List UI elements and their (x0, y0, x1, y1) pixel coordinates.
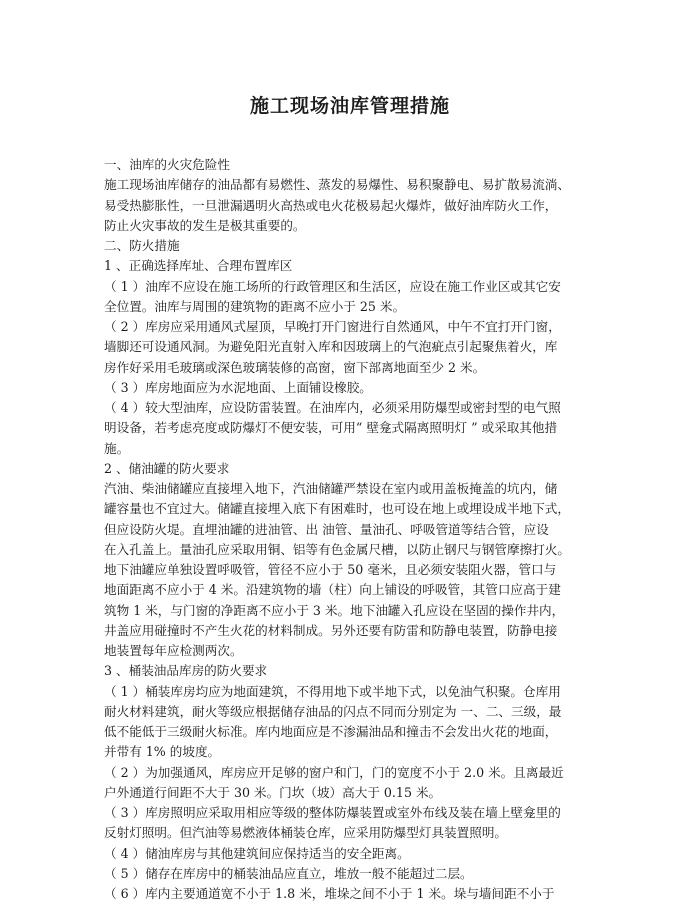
text-line: 井盖应用碰撞时不产生火花的材料制成。另外还要有防雷和防静电装置，防静电接 (104, 622, 558, 638)
text-line: （ 3 ）库房地面应为水泥地面、上面铺设橡胶。 (104, 379, 372, 395)
text-line: 一、油库的火灾危险性 (104, 157, 230, 172)
page-title: 施工现场油库管理措施 (249, 95, 450, 117)
text-line: 房作好采用毛玻璃或深色玻璃装修的高窗，窗下部离地面至少 2 米。 (104, 359, 486, 375)
text-line: 地装置每年应检测两次。 (104, 643, 243, 658)
text-line: （ 4 ）较大型油库，应设防雷装置。在油库内，必须采用防爆型或密封型的电气照 (104, 400, 561, 415)
text-line: 并带有 1% 的坡度。 (104, 744, 221, 760)
text-line: 3 、桶装油品库房的防火要求 (104, 663, 268, 679)
text-line: （ 1 ）桶装库房均应为地面建筑，不得用地下或半地下式，以免油气积聚。仓库用 (104, 683, 561, 699)
text-line: （ 5 ）储存在库房中的桶装油品应直立，堆放一般不能超过二层。 (104, 865, 473, 881)
text-line: 易受热膨胀性，一旦泄漏遇明火高热或电火花极易起火爆炸，做好油库防火工作， (104, 197, 558, 213)
document-body (104, 155, 609, 904)
text-line: 全位置。油库与周围的建筑物的距离不应小于 25 米。 (104, 298, 406, 314)
text-line: （ 3 ）库房照明应采取用相应等级的整体防爆装置或室外布线及装在墙上壁龛里的 (104, 805, 561, 820)
text-line: 罐容量也不宜过大。储罐直接埋入底下有困难时，也可设在地上或埋设成半地下式， (104, 501, 570, 517)
text-line: 防止火灾事故的发生是极其重要的。 (104, 217, 306, 233)
text-line: （ 4 ）储油库房与其他建筑间应保持适当的安全距离。 (104, 845, 410, 861)
text-line: 汽油、柴油储罐应直接埋入地下，汽油储罐严禁设在室内或用盖板掩盖的坑内，储 (104, 481, 558, 496)
text-line: 耐火材料建筑，耐火等级应根据储存油品的闪点不同而分别定为 一、二、三级，最 (104, 703, 562, 719)
text-line: 在入孔盖上。量油孔应采取用铜、铝等有色金属尺槽，以防止钢尺与钢管摩擦打火。 (104, 541, 570, 557)
text-line: 地面距离不应小于 4 米。沿建筑物的墙（柱）向上铺设的呼吸管，其管口应高于建 (104, 582, 561, 598)
text-line: 地下油罐应单独设置呼吸管，管径不应小于 50 毫米，且必须安装阻火器，管口与 (104, 562, 557, 577)
text-line: 但应设防火堤。直埋油罐的进油管、出 油管、量油孔、呼吸管道等结合管，应设 (104, 521, 549, 537)
text-line: 二、防火措施 (104, 238, 180, 253)
text-line: （ 2 ）库房应采用通风式屋顶，早晚打开门窗进行自然通风，中午不宜打开门窗， (104, 319, 561, 334)
text-line: 1 、正确选择库址、合理布置库区 (104, 258, 293, 274)
text-line: 墙脚还可设通风洞。为避免阳光直射入库和因玻璃上的气泡疵点引起聚焦着火，库 (104, 339, 558, 355)
text-line: 户外通道行间距不大于 30 米。门坎（坡）高大于 0.15 米。 (104, 784, 442, 800)
text-line: （ 6 ）库内主要通道宽不小于 1.8 米，堆垛之间不小于 1 米。垛与墙间距不小于 (104, 886, 555, 901)
text-line: 施工现场油库储存的油品都有易燃性、蒸发的易爆性、易积聚静电、易扩散易流淌、 (104, 177, 570, 193)
text-line: （ 2 ）为加强通风，库房应开足够的窗户和门，门的宽度不小于 2.0 米。且离最近 (104, 764, 564, 780)
text-line: 筑物 1 米，与门窗的净距离不应小于 3 米。地下油罐入孔应设在坚固的操作井内， (104, 602, 565, 618)
text-line: 2 、储油罐的防火要求 (104, 460, 230, 476)
text-line: 明设备，若考虑亮度或防爆灯不便安装，可用“ 壁龛式隔离照明灯 ” 或采取其他措 (104, 420, 558, 436)
text-line: 反射灯照明。但汽油等易燃液体桶装仓库，应采用防爆型灯具装置照明。 (104, 825, 507, 841)
text-line: 低不能低于三级耐火标准。库内地面应是不渗漏油品和撞击不会发出火花的地面， (104, 724, 558, 739)
text-line: （ 1 ）油库不应设在施工场所的行政管理区和生活区，应设在施工作业区或其它安 (104, 278, 561, 294)
text-line: 施。 (104, 440, 130, 456)
